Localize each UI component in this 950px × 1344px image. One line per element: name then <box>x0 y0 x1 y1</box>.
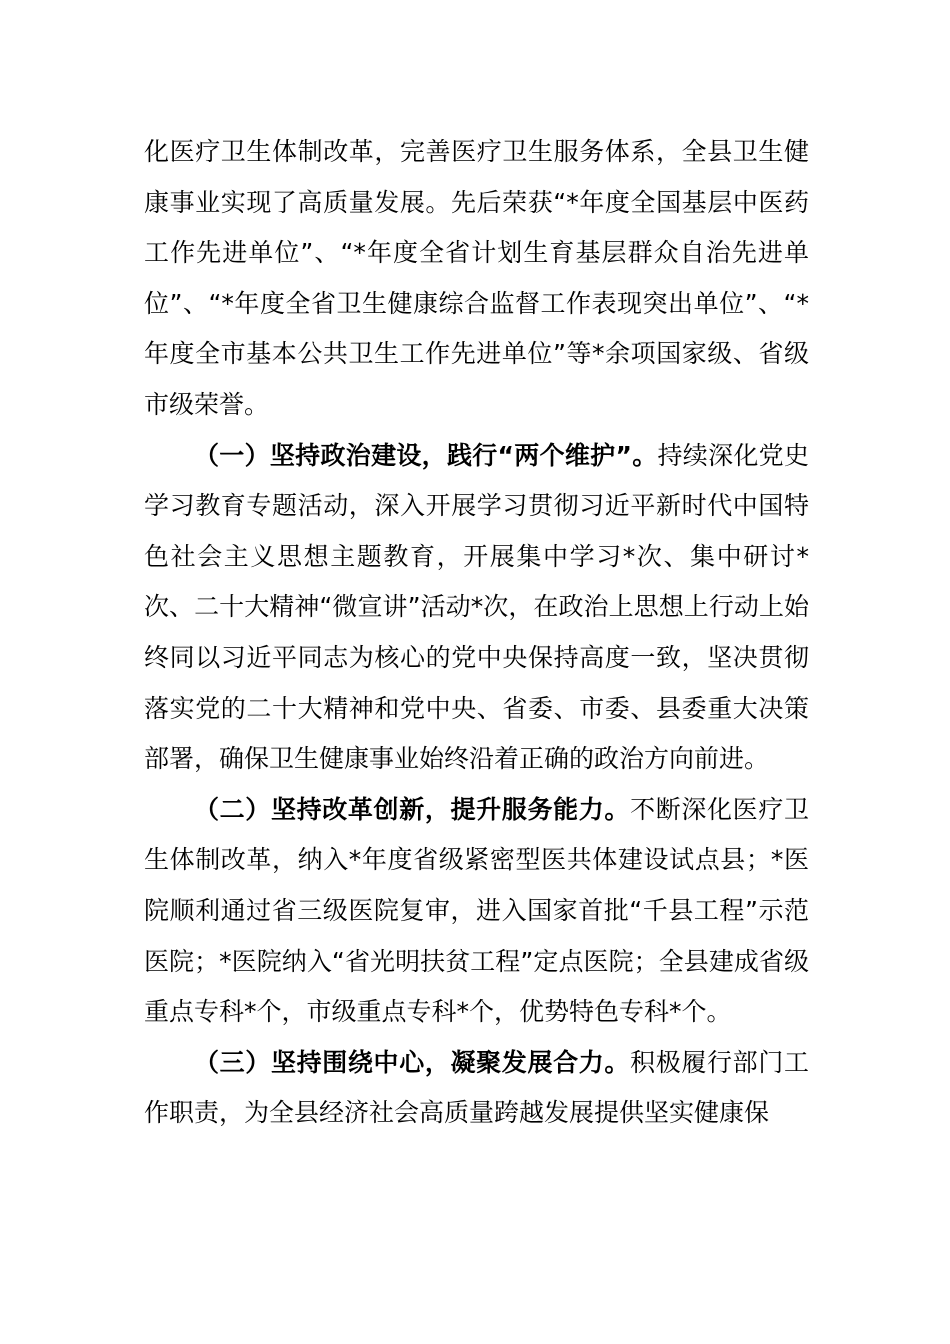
paragraph-text: 不断深化医疗卫生体制改革，纳入*年度省级紧密型医共体建设试点县；*医院顺利通过省三级医院复审，进入国家首批“千县工程”示范医院；*医院纳入“省光明扶贫工程”定点医院；全县建成省级重点专科*个，市级重点专科*个，优势特色专科*个。 <box>144 794 809 1027</box>
paragraph-heading: （二）坚持改革创新，提升服务能力。 <box>194 794 631 824</box>
paragraph-heading: （三）坚持围绕中心，凝聚发展合力。 <box>194 1047 631 1077</box>
paragraph-reform-innovation <box>144 785 809 1038</box>
paragraph-text: 化医疗卫生体制改革，完善医疗卫生服务体系，全县卫生健康事业实现了高质量发展。先后荣获“*年度全国基层中医药工作先进单位”、“*年度全省计划生育基层群众自治先进单位”、“*年度全省卫生健康综合监督工作表现突出单位”、“*年度全市基本公共卫生工作先进单位”等*余项国家级、省级市级荣誉。 <box>144 137 809 419</box>
paragraph-political-building <box>144 431 809 785</box>
paragraph-text: 持续深化党史学习教育专题活动，深入开展学习贯彻习近平新时代中国特色社会主义思想主题教育，开展集中学习*次、集中研讨*次、二十大精神“微宣讲”活动*次，在政治上思想上行动上始终同以习近平同志为核心的党中央保持高度一致，坚决贯彻落实党的二十大精神和党中央、省委、市委、县委重大决策部署，确保卫生健康事业始终沿着正确的政治方向前进。 <box>144 440 809 774</box>
document-body <box>144 127 809 1139</box>
paragraph-continuation <box>144 127 809 431</box>
paragraph-text: 积极履行部门工作职责，为全县经济社会高质量跨越发展提供坚实健康保 <box>144 1047 809 1128</box>
paragraph-center-focus <box>144 1038 809 1139</box>
paragraph-heading: （一）坚持政治建设，践行“两个维护”。 <box>194 440 658 470</box>
